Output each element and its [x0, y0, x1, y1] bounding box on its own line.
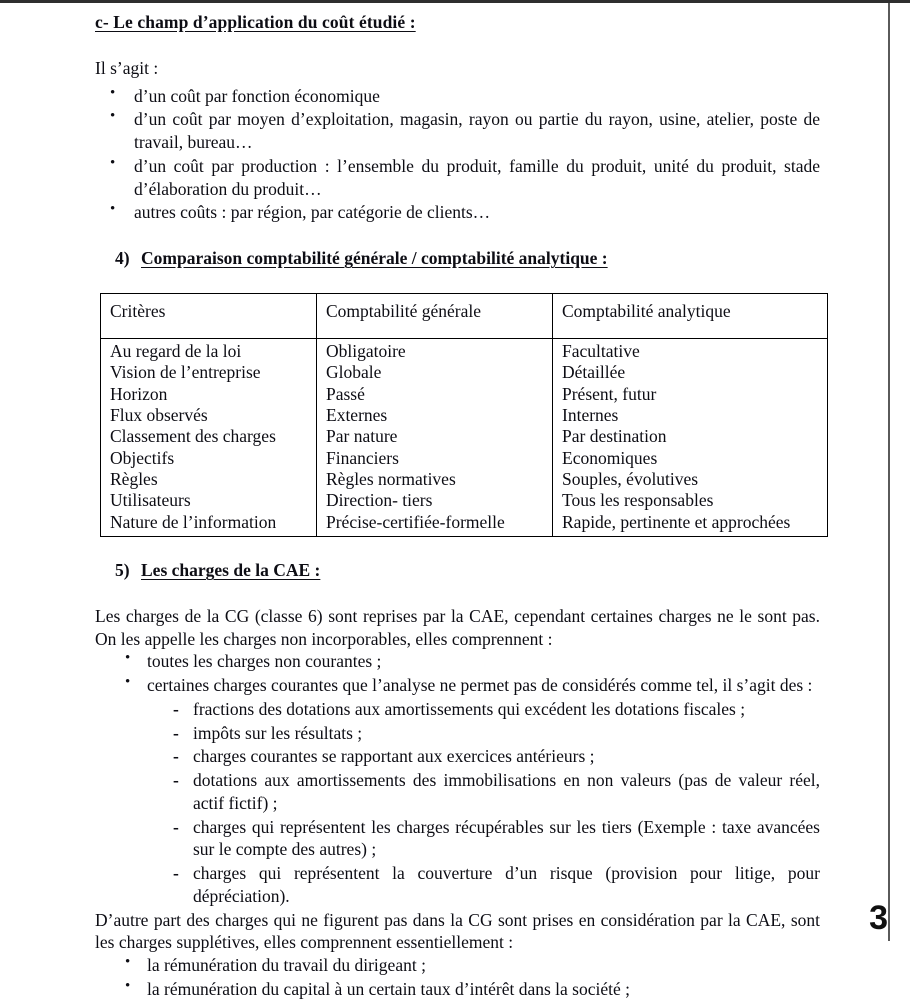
table-cell: Règles normatives	[317, 469, 553, 490]
section-c-intro: Il s’agit :	[95, 57, 159, 78]
table-row	[101, 405, 828, 426]
list-item: • d’un coût par fonction économique	[95, 85, 820, 108]
table-row	[101, 426, 828, 447]
section-5-intro: Les charges de la CG (classe 6) sont reprises par la CAE, cependant certaines charges ne le sont pas. On les appelle les charges non incorporables, elles comprennent :	[95, 605, 820, 649]
table-cell: Rapide, pertinente et approchées	[553, 512, 828, 537]
section-4-title: Comparaison comptabilité générale / comptabilité analytique :	[141, 248, 608, 269]
table-cell: Règles	[101, 469, 317, 490]
table-cell: Utilisateurs	[101, 490, 317, 511]
list-item: • toutes les charges non courantes ;	[95, 650, 820, 673]
document-page	[0, 3, 888, 999]
spacer	[95, 225, 820, 248]
table-row	[101, 469, 828, 490]
table-cell: Facultative	[553, 339, 828, 363]
section-5-closing-paragraph: D’autre part des charges qui ne figurent pas dans la CG sont prises en considération par la CAE, sont les charges supplétives, elles comprennent essentiellement :	[95, 909, 820, 953]
section-4-heading	[95, 248, 820, 270]
table-row	[101, 490, 828, 511]
table-cell: Globale	[317, 362, 553, 383]
spacer	[95, 582, 820, 605]
table-row	[101, 512, 828, 537]
section-5-number: 5)	[115, 560, 130, 581]
list-item: • d’un coût par moyen d’exploitation, magasin, rayon ou partie du rayon, usine, atelier, poste de travail, bureau…	[95, 108, 820, 154]
table-cell: Présent, futur	[553, 384, 828, 405]
table-cell: Externes	[317, 405, 553, 426]
section-c-bullet-list	[95, 85, 820, 225]
section-c-heading: c- Le champ d’application du coût étudié :	[95, 12, 416, 32]
section-4-number: 4)	[115, 248, 130, 269]
table-header-cell: Comptabilité analytique	[553, 294, 828, 339]
list-item: • la rémunération du travail du dirigeant ;	[95, 954, 820, 977]
table-cell: Direction- tiers	[317, 490, 553, 511]
list-item: - impôts sur les résultats ;	[95, 722, 820, 745]
list-item: • certaines charges courantes que l’analyse ne permet pas de considérés comme tel, il s’agit des :	[95, 674, 820, 697]
list-item: - fractions des dotations aux amortissements qui excédent les dotations fiscales ;	[95, 698, 820, 721]
table-cell: Par destination	[553, 426, 828, 447]
table-cell: Au regard de la loi	[101, 339, 317, 363]
table-cell: Classement des charges	[101, 426, 317, 447]
section-5-bullet-list	[95, 650, 820, 697]
list-item: • la rémunération du capital à un certain taux d’intérêt dans la société ;	[95, 978, 820, 1001]
table-row	[101, 339, 828, 363]
table-cell: Objectifs	[101, 448, 317, 469]
table-cell: Détaillée	[553, 362, 828, 383]
list-item: • d’un coût par production : l’ensemble du produit, famille du produit, unité du produit, stade d’élaboration du produit…	[95, 155, 820, 201]
table-cell: Economiques	[553, 448, 828, 469]
comparison-table	[100, 293, 828, 537]
page-right-edge	[888, 3, 890, 941]
table-header-cell: Critères	[101, 294, 317, 339]
table-cell: Précise-certifiée-formelle	[317, 512, 553, 537]
spacer	[95, 270, 820, 293]
table-header-cell: Comptabilité générale	[317, 294, 553, 339]
list-item: - charges qui représentent les charges récupérables sur les tiers (Exemple : taxe avancées sur le compte des autres) ;	[95, 816, 820, 862]
table-cell: Par nature	[317, 426, 553, 447]
table-cell: Obligatoire	[317, 339, 553, 363]
table-cell: Passé	[317, 384, 553, 405]
table-cell: Flux observés	[101, 405, 317, 426]
list-item: • autres coûts : par région, par catégorie de clients…	[95, 201, 820, 224]
spacer	[95, 34, 820, 57]
table-row	[101, 448, 828, 469]
section-5-closing-bullet-list	[95, 954, 820, 1001]
table-cell: Internes	[553, 405, 828, 426]
table-row	[101, 362, 828, 383]
table-cell: Souples, évolutives	[553, 469, 828, 490]
list-item: - charges courantes se rapportant aux exercices antérieurs ;	[95, 745, 820, 768]
table-cell: Vision de l’entreprise	[101, 362, 317, 383]
table-row	[101, 384, 828, 405]
table-cell: Horizon	[101, 384, 317, 405]
table-cell: Tous les responsables	[553, 490, 828, 511]
section-5-title: Les charges de la CAE :	[141, 560, 321, 581]
page-number: 3	[869, 899, 888, 937]
table-header-row	[101, 294, 828, 339]
section-5-sub-list	[95, 698, 820, 908]
list-item: - dotations aux amortissements des immobilisations en non valeurs (pas de valeur réel, actif fictif) ;	[95, 769, 820, 815]
section-5-heading	[95, 560, 820, 582]
table-cell: Financiers	[317, 448, 553, 469]
list-item: - charges qui représentent la couverture d’un risque (provision pour litige, pour dépréciation).	[95, 862, 820, 908]
table-cell: Nature de l’information	[101, 512, 317, 537]
spacer	[95, 537, 820, 560]
